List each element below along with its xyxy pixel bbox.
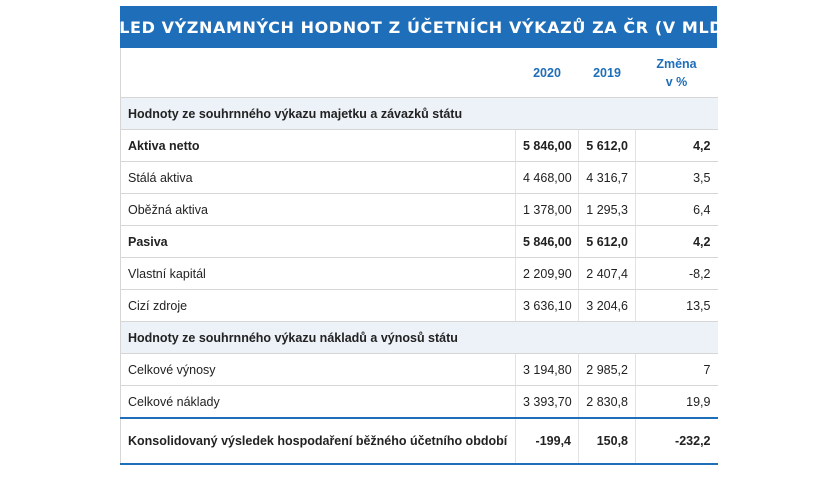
section-label: Hodnoty ze souhrnného výkazu majetku a závazků státu <box>121 98 718 130</box>
row-label: Aktiva netto <box>121 130 516 162</box>
value-change: 6,4 <box>636 194 718 226</box>
value-2019: 1 295,3 <box>579 194 636 226</box>
value-2019: 5 612,0 <box>579 226 636 258</box>
table-row <box>121 130 718 162</box>
value-2020: 4 468,00 <box>516 162 579 194</box>
table-row <box>121 258 718 290</box>
table-row <box>121 162 718 194</box>
value-change: 4,2 <box>636 226 718 258</box>
values-table <box>120 48 718 465</box>
value-2019: 2 985,2 <box>579 354 636 386</box>
table-row <box>121 194 718 226</box>
header-2020: 2020 <box>516 48 579 98</box>
table-title: PŘEHLED VÝZNAMNÝCH HODNOT Z ÚČETNÍCH VÝKAZŮ ZA ČR (V MLD. KČ) <box>120 6 717 48</box>
row-label: Vlastní kapitál <box>121 258 516 290</box>
value-2019: 2 830,8 <box>579 386 636 419</box>
summary-table-panel <box>68 6 769 465</box>
header-label-cell <box>121 48 516 98</box>
row-label: Konsolidovaný výsledek hospodaření běžného účetního období <box>121 418 516 464</box>
row-label: Celkové náklady <box>121 386 516 419</box>
value-2020: 3 393,70 <box>516 386 579 419</box>
value-2020: 2 209,90 <box>516 258 579 290</box>
value-change: 13,5 <box>636 290 718 322</box>
value-change: 3,5 <box>636 162 718 194</box>
value-2019: 4 316,7 <box>579 162 636 194</box>
value-change: -8,2 <box>636 258 718 290</box>
row-label: Oběžná aktiva <box>121 194 516 226</box>
table-row <box>121 386 718 419</box>
row-label: Celkové výnosy <box>121 354 516 386</box>
table-row <box>121 226 718 258</box>
value-2020: 5 846,00 <box>516 226 579 258</box>
row-label: Cizí zdroje <box>121 290 516 322</box>
header-change: Změna v % <box>636 48 718 98</box>
section-label: Hodnoty ze souhrnného výkazu nákladů a výnosů státu <box>121 322 718 354</box>
value-2020: -199,4 <box>516 418 579 464</box>
row-label: Stálá aktiva <box>121 162 516 194</box>
value-2020: 1 378,00 <box>516 194 579 226</box>
value-change: 4,2 <box>636 130 718 162</box>
value-2020: 5 846,00 <box>516 130 579 162</box>
section-row <box>121 322 718 354</box>
value-2019: 150,8 <box>579 418 636 464</box>
row-label: Pasiva <box>121 226 516 258</box>
value-change: 7 <box>636 354 718 386</box>
header-2019: 2019 <box>579 48 636 98</box>
table-row <box>121 354 718 386</box>
value-2019: 5 612,0 <box>579 130 636 162</box>
section-row <box>121 98 718 130</box>
value-2020: 3 194,80 <box>516 354 579 386</box>
value-2019: 2 407,4 <box>579 258 636 290</box>
table-row <box>121 290 718 322</box>
value-2019: 3 204,6 <box>579 290 636 322</box>
result-row <box>121 418 718 464</box>
value-change: 19,9 <box>636 386 718 419</box>
value-change: -232,2 <box>636 418 718 464</box>
table-header-row <box>121 48 718 98</box>
value-2020: 3 636,10 <box>516 290 579 322</box>
